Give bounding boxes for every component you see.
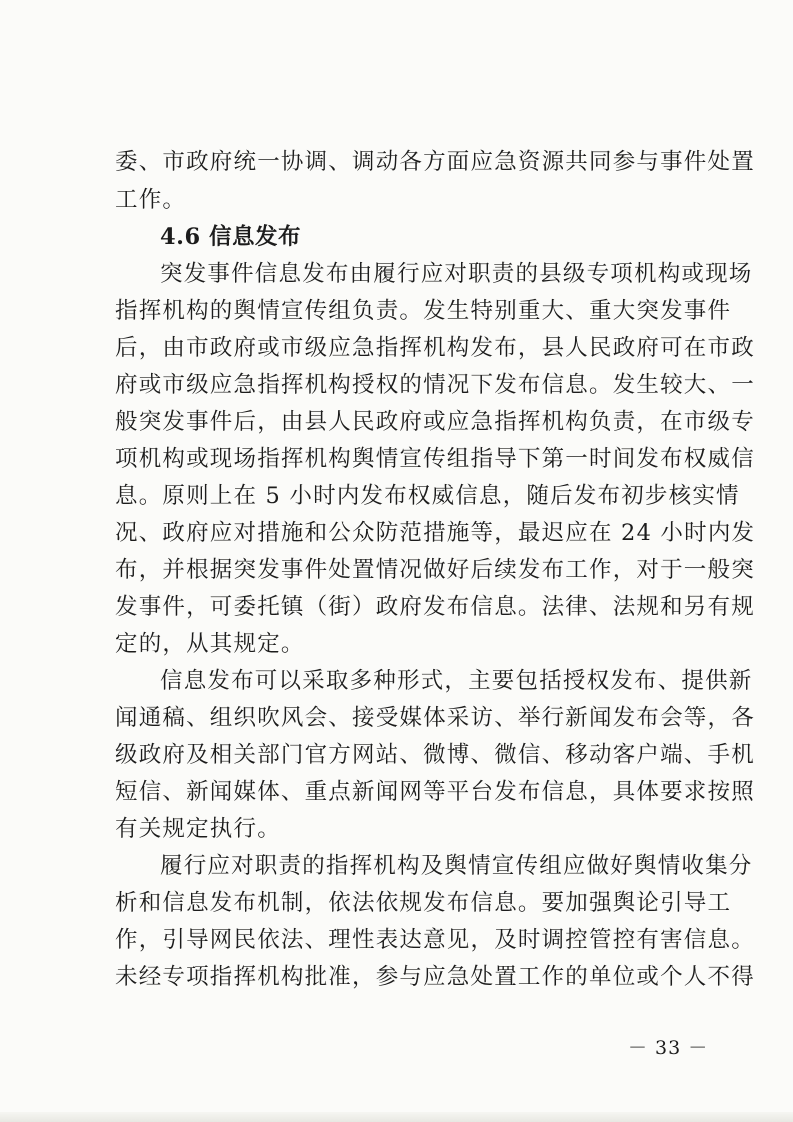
- page-number: － 33 －: [628, 1037, 709, 1059]
- body-line: 息。原则上在 5 小时内发布权威信息，随后发布初步核实情: [115, 483, 740, 509]
- body-line: 闻通稿、组织吹风会、接受媒体采访、举行新闻发布会等，各: [115, 705, 755, 731]
- body-line: 析和信息发布机制，依法依规发布信息。要加强舆论引导工: [115, 890, 732, 916]
- body-line: 未经专项指挥机构批准，参与应急处置工作的单位或个人不得: [115, 964, 755, 990]
- body-line: 般突发事件后，由县人民政府或应急指挥机构负责，在市级专: [115, 409, 755, 435]
- body-line: 信息发布可以采取多种形式，主要包括授权发布、提供新: [160, 668, 753, 694]
- body-line: 定的，从其规定。: [115, 631, 305, 657]
- body-line: 履行应对职责的指挥机构及舆情宣传组应做好舆情收集分: [160, 853, 753, 879]
- body-line: 项机构或现场指挥机构舆情宣传组指导下第一时间发布权威信: [115, 446, 755, 472]
- body-line: 府或市级应急指挥机构授权的情况下发布信息。发生较大、一: [115, 372, 755, 398]
- body-line: 有关规定执行。: [115, 816, 281, 842]
- body-line: 布，并根据突发事件处置情况做好后续发布工作，对于一般突: [115, 557, 755, 583]
- body-line: 指挥机构的舆情宣传组负责。发生特别重大、重大突发事件: [115, 298, 732, 324]
- body-line: 级政府及相关部门官方网站、微博、微信、移动客户端、手机: [115, 742, 755, 768]
- body-line: 委、市政府统一协调、调动各方面应急资源共同参与事件处置: [115, 149, 755, 175]
- section-heading: 4.6 信息发布: [160, 224, 301, 250]
- body-line: 作，引导网民依法、理性表达意见，及时调控管控有害信息。: [115, 927, 755, 953]
- page-bottom-edge: [0, 1112, 793, 1122]
- body-line: 发事件，可委托镇（街）政府发布信息。法律、法规和另有规: [115, 594, 755, 620]
- body-line: 况、政府应对措施和公众防范措施等，最迟应在 24 小时内发: [115, 520, 756, 546]
- body-line: 突发事件信息发布由履行应对职责的县级专项机构或现场: [160, 261, 753, 287]
- body-line: 工作。: [115, 187, 187, 213]
- body-line: 短信、新闻媒体、重点新闻网等平台发布信息，具体要求按照: [115, 779, 755, 805]
- body-line: 后，由市政府或市级应急指挥机构发布，县人民政府可在市政: [115, 335, 755, 361]
